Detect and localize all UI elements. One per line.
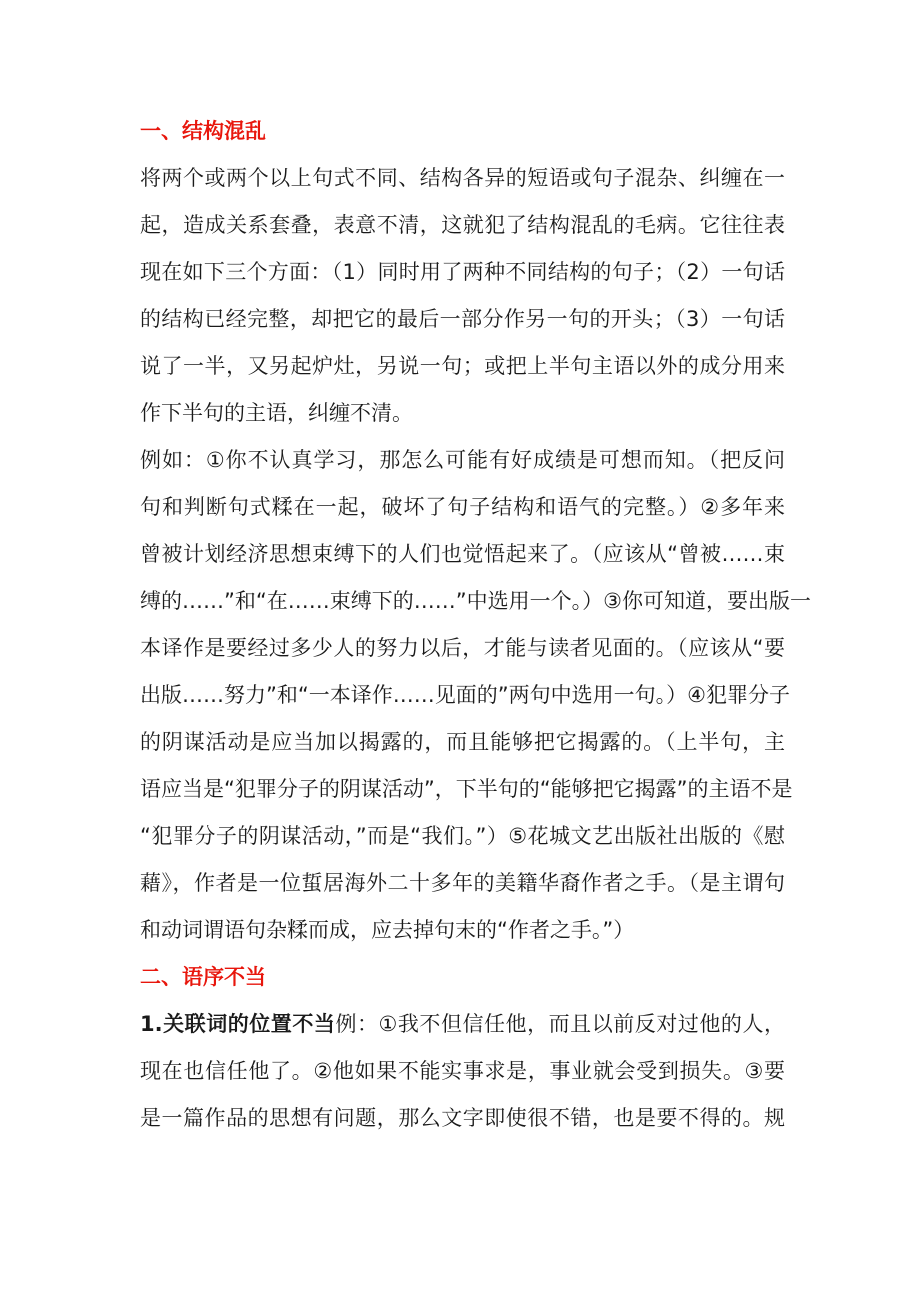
text-line: 的阴谋活动是应当加以揭露的，而且能够把它揭露的。（上半句，主 [140, 730, 785, 754]
text-line: 和动词谓语句杂糅而成，应去掉句末的“作者之手。”） [140, 918, 635, 942]
text-line: 缚的……”和“在……束缚下的……”中选用一个。）③你可知道，要出版一 [140, 589, 811, 613]
paragraph-conjunction-position [140, 1001, 785, 1142]
text-line [140, 1001, 785, 1048]
text-line: 语应当是“犯罪分子的阴谋活动”，下半句的“能够把它揭露”的主语不是 [140, 777, 793, 801]
text-line: 藉》，作者是一位蜇居海外二十多年的美籍华裔作者之手。（是主谓句 [140, 871, 785, 895]
text-line: 现在也信任他了。②他如果不能实事求是，事业就会受到损失。③要 [140, 1059, 785, 1083]
section-heading-word-order: 二、语序不当 [140, 965, 266, 989]
document-content [140, 108, 811, 1142]
text-line: 是一篇作品的思想有问题，那么文字即使很不错，也是要不得的。规 [140, 1106, 785, 1130]
text-line: 句和判断句式糅在一起，破坏了句子结构和语气的完整。）②多年来 [140, 495, 785, 519]
text-line: 本译作是要经过多少人的努力以后，才能与读者见面的。（应该从“要 [140, 636, 785, 660]
item-text: 例：①我不但信任他，而且以前反对过他的人， [335, 1012, 786, 1036]
text-line: 起，造成关系套叠，表意不清，这就犯了结构混乱的毛病。它往往表 [140, 213, 785, 237]
text-line: 作下半句的主语，纠缠不清。 [140, 401, 413, 425]
paragraph-examples [140, 437, 811, 954]
text-line: 出版……努力”和“一本译作……见面的”两句中选用一句。）④犯罪分子 [140, 683, 790, 707]
item-title: 1.关联词的位置不当 [140, 1012, 336, 1036]
text-line: 的结构已经完整，却把它的最后一部分作另一句的开头；（3）一句话 [140, 307, 785, 331]
text-line: 例如：①你不认真学习，那怎么可能有好成绩是可想而知。（把反问 [140, 448, 785, 472]
text-line: 现在如下三个方面：（1）同时用了两种不同结构的句子；（2）一句话 [140, 260, 785, 284]
text-line: 将两个或两个以上句式不同、结构各异的短语或句子混杂、纠缠在一 [140, 166, 785, 190]
section-heading-structure-confusion: 一、结构混乱 [140, 119, 266, 143]
text-line: 说了一半，又另起炉灶，另说一句；或把上半句主语以外的成分用来 [140, 354, 785, 378]
paragraph-definition [140, 155, 785, 437]
text-line: 曾被计划经济思想束缚下的人们也觉悟起来了。（应该从“曾被……束 [140, 542, 785, 566]
text-line: “犯罪分子的阴谋活动，”而是“我们。”）⑤花城文艺出版社出版的《慰 [140, 824, 785, 848]
